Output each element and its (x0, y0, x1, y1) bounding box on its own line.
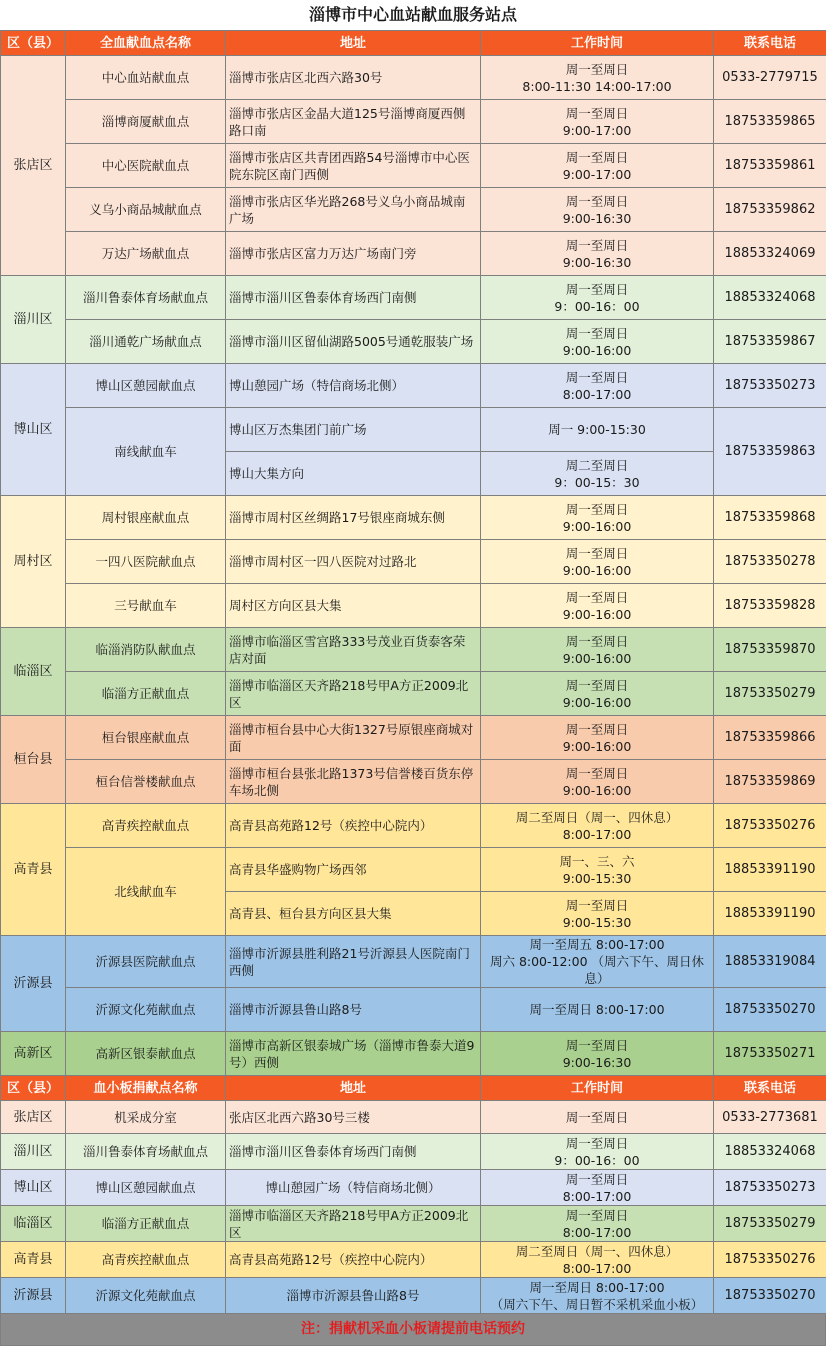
station-name: 高青疾控献血点 (66, 804, 226, 848)
table-row (1, 1134, 826, 1170)
table-row (1, 320, 826, 364)
address-header: 地址 (226, 31, 481, 56)
district-cell: 临淄区 (1, 1206, 66, 1242)
district-header: 区（县） (1, 1076, 66, 1101)
table-row (1, 1242, 826, 1278)
station-phone: 18753359867 (714, 320, 826, 364)
station-address: 淄博市张店区富力万达广场南门旁 (226, 232, 481, 276)
station-name-header: 全血献血点名称 (66, 31, 226, 56)
station-address: 淄博市张店区华光路268号义乌小商品城南广场 (226, 188, 481, 232)
station-hours: 周一至周五 8:00-17:00 周六 8:00-12:00 （周六下午、周日休息） (481, 936, 714, 988)
station-hours: 周一 9:00-15:30 (481, 408, 714, 452)
station-phone: 18753350279 (714, 672, 826, 716)
station-hours: 周二至周日（周一、四休息） 8:00-17:00 (481, 804, 714, 848)
station-phone: 18853391190 (714, 892, 826, 936)
station-address: 博山憩园广场（特信商场北侧） (226, 364, 481, 408)
station-name: 北线献血车 (66, 848, 226, 936)
station-hours: 周一至周日 8:00-17:00 （周六下午、周日暂不采机采血小板） (481, 1278, 714, 1314)
station-address: 张店区北西六路30号三楼 (226, 1101, 481, 1134)
table-row (1, 628, 826, 672)
station-hours: 周一至周日 (481, 1101, 714, 1134)
station-hours: 周一至周日 9:00-17:00 (481, 100, 714, 144)
district-cell: 淄川区 (1, 276, 66, 364)
table-row (1, 1101, 826, 1134)
station-name: 万达广场献血点 (66, 232, 226, 276)
station-phone: 18753350278 (714, 540, 826, 584)
phone-header: 联系电话 (714, 1076, 826, 1101)
district-cell: 张店区 (1, 56, 66, 276)
station-address: 高青县、桓台县方向区县大集 (226, 892, 481, 936)
station-address: 淄博市淄川区鲁泰体育场西门南侧 (226, 276, 481, 320)
station-address: 淄博市周村区丝绸路17号银座商城东侧 (226, 496, 481, 540)
station-address: 淄博市沂源县胜利路21号沂源县人医院南门西侧 (226, 936, 481, 988)
station-address: 淄博市周村区一四八医院对过路北 (226, 540, 481, 584)
station-hours: 周一至周日 9:00-16:30 (481, 232, 714, 276)
station-address: 高青县华盛购物广场西邻 (226, 848, 481, 892)
station-phone: 18853319084 (714, 936, 826, 988)
station-hours: 周一至周日 9:00-16:00 (481, 320, 714, 364)
station-name: 桓台信誉楼献血点 (66, 760, 226, 804)
district-cell: 桓台县 (1, 716, 66, 804)
station-hours: 周二至周日（周一、四休息） 8:00-17:00 (481, 1242, 714, 1278)
station-address: 淄博市桓台县张北路1373号信誉楼百货东停车场北侧 (226, 760, 481, 804)
page-title: 淄博市中心血站献血服务站点 (308, 5, 517, 24)
station-name: 桓台银座献血点 (66, 716, 226, 760)
station-phone: 18853391190 (714, 848, 826, 892)
table-row (1, 672, 826, 716)
station-address: 淄博市临淄区天齐路218号甲A方正2009北区 (226, 672, 481, 716)
station-hours: 周一至周日 8:00-17:00 (481, 1206, 714, 1242)
station-hours: 周一至周日 8:00-17:00 (481, 364, 714, 408)
station-address: 周村区方向区县大集 (226, 584, 481, 628)
station-name: 高青疾控献血点 (66, 1242, 226, 1278)
table-row (1, 1032, 826, 1076)
station-name: 周村银座献血点 (66, 496, 226, 540)
district-cell: 高青县 (1, 1242, 66, 1278)
table-row (1, 1278, 826, 1314)
table-row (1, 232, 826, 276)
station-name: 淄川鲁泰体育场献血点 (66, 276, 226, 320)
station-phone: 18753350271 (714, 1032, 826, 1076)
station-hours: 周一至周日 9:00-16:00 (481, 584, 714, 628)
station-phone: 18753359862 (714, 188, 826, 232)
station-hours: 周一至周日 9:00-16:00 (481, 672, 714, 716)
district-cell: 张店区 (1, 1101, 66, 1134)
station-hours: 周一至周日 9:00-16:00 (481, 760, 714, 804)
station-phone: 18753359866 (714, 716, 826, 760)
station-address: 博山憩园广场（特信商场北侧） (226, 1170, 481, 1206)
station-name-header: 血小板捐献点名称 (66, 1076, 226, 1101)
station-hours: 周一至周日 8:00-11:30 14:00-17:00 (481, 56, 714, 100)
station-address: 淄博市沂源县鲁山路8号 (226, 988, 481, 1032)
table-row (1, 988, 826, 1032)
district-cell: 周村区 (1, 496, 66, 628)
station-name: 临淄方正献血点 (66, 672, 226, 716)
station-address: 高青县高苑路12号（疾控中心院内） (226, 1242, 481, 1278)
station-address: 博山区万杰集团门前广场 (226, 408, 481, 452)
station-hours: 周二至周日 9：00-15：30 (481, 452, 714, 496)
district-cell: 博山区 (1, 364, 66, 496)
station-address: 淄博市张店区共青团西路54号淄博市中心医院东院区南门西侧 (226, 144, 481, 188)
station-name: 淄川通乾广场献血点 (66, 320, 226, 364)
station-name: 中心血站献血点 (66, 56, 226, 100)
table-row (1, 144, 826, 188)
table-row (1, 100, 826, 144)
station-hours: 周一至周日 9:00-16:00 (481, 540, 714, 584)
table-row (1, 364, 826, 408)
table-row (1, 188, 826, 232)
district-cell: 博山区 (1, 1170, 66, 1206)
station-name: 淄博商厦献血点 (66, 100, 226, 144)
station-name: 临淄消防队献血点 (66, 628, 226, 672)
hours-header: 工作时间 (481, 1076, 714, 1101)
station-hours: 周一至周日 9:00-15:30 (481, 892, 714, 936)
station-phone: 0533-2779715 (714, 56, 826, 100)
station-hours: 周一、三、六 9:00-15:30 (481, 848, 714, 892)
station-phone: 18753359869 (714, 760, 826, 804)
phone-header: 联系电话 (714, 31, 826, 56)
station-address: 淄博市临淄区雪宫路333号茂业百货泰客荣店对面 (226, 628, 481, 672)
station-address: 淄博市淄川区留仙湖路5005号通乾服装广场 (226, 320, 481, 364)
station-name: 机采成分室 (66, 1101, 226, 1134)
station-phone: 18853324068 (714, 1134, 826, 1170)
station-phone: 18753359868 (714, 496, 826, 540)
station-hours: 周一至周日 9:00-16:00 (481, 496, 714, 540)
station-address: 淄博市淄川区鲁泰体育场西门南侧 (226, 1134, 481, 1170)
station-name: 博山区憩园献血点 (66, 1170, 226, 1206)
station-address: 淄博市张店区金晶大道125号淄博商厦西侧路口南 (226, 100, 481, 144)
station-phone: 18853324069 (714, 232, 826, 276)
station-hours: 周一至周日 9:00-16:30 (481, 1032, 714, 1076)
station-phone: 18753359865 (714, 100, 826, 144)
table-row (1, 408, 826, 452)
station-hours: 周一至周日 9：00-16：00 (481, 1134, 714, 1170)
station-name: 沂源文化苑献血点 (66, 988, 226, 1032)
station-name: 三号献血车 (66, 584, 226, 628)
station-address: 博山大集方向 (226, 452, 481, 496)
station-name: 沂源县医院献血点 (66, 936, 226, 988)
station-name: 中心医院献血点 (66, 144, 226, 188)
station-name: 一四八医院献血点 (66, 540, 226, 584)
station-hours: 周一至周日 8:00-17:00 (481, 988, 714, 1032)
table-row (1, 496, 826, 540)
station-phone: 18853324068 (714, 276, 826, 320)
table-row (1, 1170, 826, 1206)
station-address: 淄博市临淄区天齐路218号甲A方正2009北区 (226, 1206, 481, 1242)
station-name: 临淄方正献血点 (66, 1206, 226, 1242)
station-address: 淄博市桓台县中心大街1327号原银座商城对面 (226, 716, 481, 760)
station-phone: 18753350276 (714, 804, 826, 848)
station-hours: 周一至周日 9:00-17:00 (481, 144, 714, 188)
station-name: 博山区憩园献血点 (66, 364, 226, 408)
footer-note: 注：捐献机采血小板请提前电话预约 (0, 1314, 826, 1346)
table-row (1, 540, 826, 584)
station-phone: 18753350273 (714, 364, 826, 408)
table-row (1, 56, 826, 100)
station-phone: 18753350270 (714, 1278, 826, 1314)
platelet-header-row (1, 1076, 826, 1101)
station-phone: 18753350270 (714, 988, 826, 1032)
district-cell: 沂源县 (1, 1278, 66, 1314)
station-name: 沂源文化苑献血点 (66, 1278, 226, 1314)
station-phone: 0533-2773681 (714, 1101, 826, 1134)
table-row (1, 760, 826, 804)
district-cell: 临淄区 (1, 628, 66, 716)
station-hours: 周一至周日 9:00-16:00 (481, 716, 714, 760)
station-hours: 周一至周日 8:00-17:00 (481, 1170, 714, 1206)
station-address: 淄博市沂源县鲁山路8号 (226, 1278, 481, 1314)
hours-header: 工作时间 (481, 31, 714, 56)
district-cell: 高青县 (1, 804, 66, 936)
station-phone: 18753359828 (714, 584, 826, 628)
station-address: 淄博市张店区北西六路30号 (226, 56, 481, 100)
station-hours: 周一至周日 9：00-16：00 (481, 276, 714, 320)
whole-blood-header-row (1, 31, 826, 56)
station-phone: 18753350273 (714, 1170, 826, 1206)
whole-blood-table (0, 30, 826, 1314)
station-address: 淄博市高新区银泰城广场（淄博市鲁泰大道9号）西侧 (226, 1032, 481, 1076)
table-row (1, 848, 826, 892)
station-name: 淄川鲁泰体育场献血点 (66, 1134, 226, 1170)
station-phone: 18753359863 (714, 408, 826, 496)
address-header: 地址 (226, 1076, 481, 1101)
district-header: 区（县） (1, 31, 66, 56)
station-name: 高新区银泰献血点 (66, 1032, 226, 1076)
station-address: 高青县高苑路12号（疾控中心院内） (226, 804, 481, 848)
station-phone: 18753359861 (714, 144, 826, 188)
table-row (1, 276, 826, 320)
station-phone: 18753350276 (714, 1242, 826, 1278)
district-cell: 沂源县 (1, 936, 66, 1032)
table-row (1, 716, 826, 760)
station-phone: 18753350279 (714, 1206, 826, 1242)
station-hours: 周一至周日 9:00-16:30 (481, 188, 714, 232)
district-cell: 淄川区 (1, 1134, 66, 1170)
station-name: 南线献血车 (66, 408, 226, 496)
station-name: 义乌小商品城献血点 (66, 188, 226, 232)
table-row (1, 936, 826, 988)
station-hours: 周一至周日 9:00-16:00 (481, 628, 714, 672)
table-row (1, 804, 826, 848)
district-cell: 高新区 (1, 1032, 66, 1076)
station-phone: 18753359870 (714, 628, 826, 672)
table-row (1, 1206, 826, 1242)
table-row (1, 584, 826, 628)
